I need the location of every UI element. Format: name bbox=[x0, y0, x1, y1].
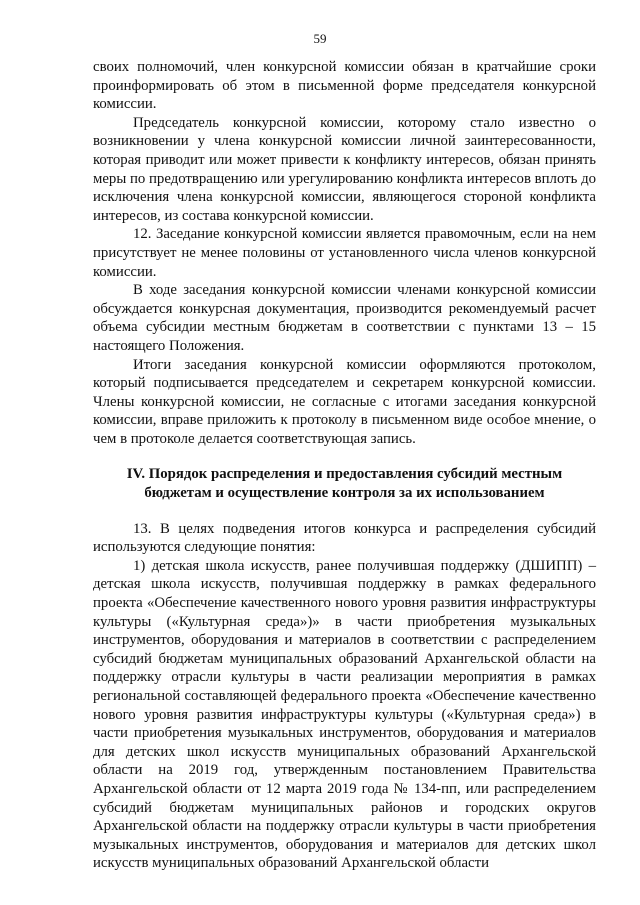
section-heading: IV. Порядок распределения и предоставления субсидий местным бюджетам и осуществление контроля за их использованием bbox=[126, 466, 563, 502]
paragraph-chairman-conflict: Председатель конкурсной комиссии, которому стало известно о возникновении у члена конкурсной комиссии личной заинтересованности, которая приводит или может привести к конфликту интересов, обязан принять меры по предотвращению или урегулированию конфликта интересов вплоть до исключения члена конкурсной комиссии, являющегося стороной конфликта интересов, из состава конкурсной комиссии. bbox=[93, 114, 596, 224]
paragraph-item-13: 13. В целях подведения итогов конкурса и распределения субсидий используются следующие понятия: bbox=[93, 520, 596, 556]
document-body bbox=[93, 58, 596, 873]
paragraph-meeting-results: Итоги заседания конкурсной комиссии оформляются протоколом, который подписывается председателем и секретарем конкурсной комиссии. Члены конкурсной комиссии, не согласные с итогами заседания конкурсной комиссии, вправе приложить к протоколу в письменном виде особое мнение, о чем в протоколе делается соответствующая запись. bbox=[93, 356, 596, 447]
page-number: 59 bbox=[313, 31, 327, 46]
paragraph-continuation: своих полномочий, член конкурсной комиссии обязан в кратчайшие сроки проинформировать об этом в письменной форме председателя конкурсной комиссии. bbox=[93, 59, 596, 113]
paragraph-definition-1: 1) детская школа искусств, ранее получившая поддержку (ДШИПП) – детская школа искусств, получившая поддержку в рамках федерального проекта «Обеспечение качественного нового уровня развития инфраструктуры культуры («Культурная среда»)» в части приобретения музыкальных инструментов, оборудования и материалов в соответствии с распределением субсидий бюджетам муниципальных образований Архангельской области на поддержку отрасли культуры в части реализации мероприятия в рамках региональной составляющей федерального проекта «Обеспечение качественно нового уровня развития инфраструктуры культуры («Культурная среда») в части приобретения музыкальных инструментов, оборудования и материалов для детских школ искусств муниципальных образований Архангельской области на 2019 год, утвержденным постановлением Правительства Архангельской области от 12 марта 2019 года № 134-пп, или распределением субсидий бюджетам муниципальных районов и городских округов Архангельской области на поддержку отрасли культуры в части приобретения музыкальных инструментов, оборудования и материалов для детских школ искусств муниципальных образований Архангельской области bbox=[93, 557, 596, 872]
paragraph-meeting-discussion: В ходе заседания конкурсной комиссии членами конкурсной комиссии обсуждается конкурсная документация, производится рекомендуемый расчет объема субсидии местным бюджетам в соответствии с пунктами 13 – 15 настоящего Положения. bbox=[93, 282, 596, 354]
paragraph-item-12: 12. Заседание конкурсной комиссии является правомочным, если на нем присутствует не менее половины от установленного числа членов конкурсной комиссии. bbox=[93, 226, 596, 280]
